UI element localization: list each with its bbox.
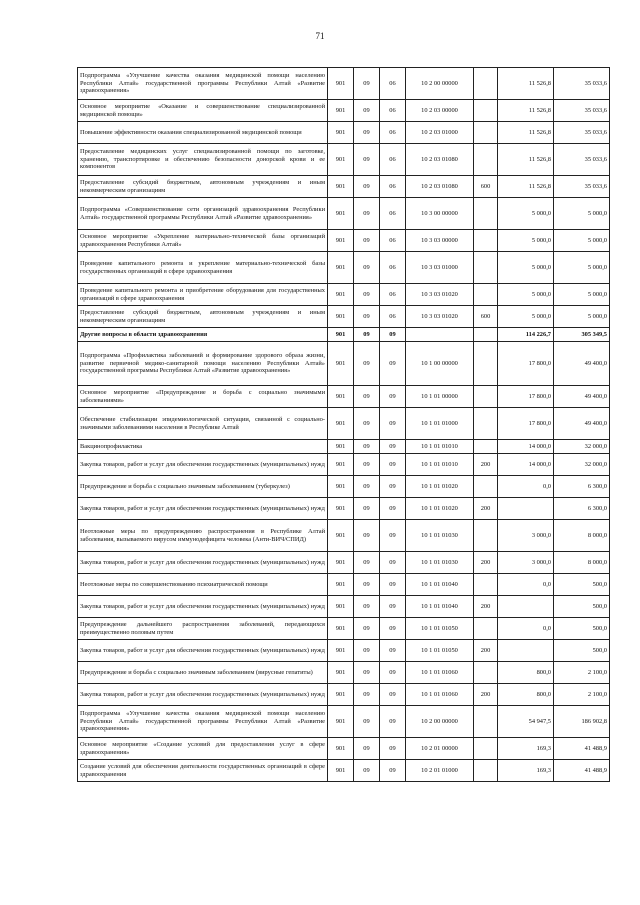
row-section-code: 09	[354, 684, 380, 706]
row-name: Основное мероприятие «Укрепление материально-технической базы организаций здравоохранения Республики Алтай»	[78, 230, 328, 252]
row-ministry-code: 901	[328, 306, 354, 328]
row-amount-2: 35 033,6	[554, 122, 610, 144]
table-row	[78, 284, 610, 306]
row-ministry-code: 901	[328, 68, 354, 100]
row-name: Закупка товаров, работ и услуг для обеспечения государственных (муниципальных) нужд	[78, 596, 328, 618]
row-subsection-code: 09	[380, 618, 406, 640]
row-subsection-code: 09	[380, 328, 406, 342]
table-row	[78, 144, 610, 176]
row-amount-2: 41 488,9	[554, 760, 610, 782]
row-section-code: 09	[354, 498, 380, 520]
row-ministry-code: 901	[328, 454, 354, 476]
row-name: Предоставление субсидий бюджетным, автономным учреждениям и иным некоммерческим организациям	[78, 176, 328, 198]
row-name: Основное мероприятие «Оказание и совершенствование специализированной медицинской помощи»	[78, 100, 328, 122]
table-row	[78, 662, 610, 684]
row-amount-2: 500,0	[554, 618, 610, 640]
row-target-article: 10 1 01 01020	[406, 498, 474, 520]
row-section-code: 09	[354, 342, 380, 386]
row-amount-2: 49 400,0	[554, 342, 610, 386]
row-ministry-code: 901	[328, 440, 354, 454]
row-amount-1: 5 000,0	[498, 284, 554, 306]
row-section-code: 09	[354, 574, 380, 596]
row-amount-2: 32 000,0	[554, 454, 610, 476]
row-section-code: 09	[354, 618, 380, 640]
row-section-code: 09	[354, 328, 380, 342]
row-amount-2: 2 100,0	[554, 684, 610, 706]
table-row	[78, 176, 610, 198]
row-section-code: 09	[354, 476, 380, 498]
table-row	[78, 476, 610, 498]
row-name: Подпрограмма «Улучшение качества оказания медицинской помощи населению Республики Алтай» государственной программы Республики Алтай «Развитие здравоохранения»	[78, 706, 328, 738]
row-target-article: 10 1 01 01020	[406, 476, 474, 498]
row-name: Предупреждение дальнейшего распространения заболеваний, передающихся преимущественно половым путем	[78, 618, 328, 640]
row-expense-type	[474, 618, 498, 640]
row-amount-2: 6 300,0	[554, 498, 610, 520]
row-section-code: 09	[354, 440, 380, 454]
row-expense-type	[474, 520, 498, 552]
row-target-article: 10 2 00 00000	[406, 68, 474, 100]
row-amount-2: 35 033,6	[554, 100, 610, 122]
row-amount-2: 8 000,0	[554, 520, 610, 552]
row-subsection-code: 09	[380, 454, 406, 476]
row-amount-1: 5 000,0	[498, 230, 554, 252]
row-amount-1: 17 800,0	[498, 386, 554, 408]
budget-table	[77, 67, 610, 782]
row-expense-type	[474, 760, 498, 782]
table-row	[78, 328, 610, 342]
table-row	[78, 252, 610, 284]
row-expense-type: 200	[474, 498, 498, 520]
row-amount-2: 5 000,0	[554, 252, 610, 284]
row-ministry-code: 901	[328, 230, 354, 252]
row-ministry-code: 901	[328, 662, 354, 684]
row-ministry-code: 901	[328, 596, 354, 618]
row-target-article: 10 2 03 01000	[406, 122, 474, 144]
row-amount-1: 11 526,8	[498, 144, 554, 176]
row-expense-type: 200	[474, 640, 498, 662]
row-name: Неотложные меры по предупреждению распространения в Республике Алтай заболевания, вызываемого вирусом иммунодефицита человека (Анти-ВИЧ/СПИД)	[78, 520, 328, 552]
row-target-article: 10 2 03 00000	[406, 100, 474, 122]
row-ministry-code: 901	[328, 342, 354, 386]
row-subsection-code: 09	[380, 706, 406, 738]
row-target-article: 10 1 01 01060	[406, 662, 474, 684]
row-amount-1: 5 000,0	[498, 198, 554, 230]
row-section-code: 09	[354, 662, 380, 684]
row-subsection-code: 09	[380, 440, 406, 454]
row-name: Неотложные меры по совершенствованию психиатрической помощи	[78, 574, 328, 596]
table-row	[78, 738, 610, 760]
row-amount-2: 305 349,5	[554, 328, 610, 342]
row-subsection-code: 09	[380, 684, 406, 706]
row-target-article: 10 3 03 01020	[406, 306, 474, 328]
row-subsection-code: 06	[380, 100, 406, 122]
row-section-code: 09	[354, 760, 380, 782]
row-ministry-code: 901	[328, 520, 354, 552]
row-section-code: 09	[354, 408, 380, 440]
row-expense-type: 200	[474, 684, 498, 706]
row-amount-2: 5 000,0	[554, 230, 610, 252]
row-target-article: 10 2 01 00000	[406, 738, 474, 760]
table-row	[78, 552, 610, 574]
row-amount-1: 5 000,0	[498, 252, 554, 284]
row-target-article: 10 1 01 01010	[406, 454, 474, 476]
row-name: Предупреждение и борьба с социально значимым заболеванием (вирусные гепатиты)	[78, 662, 328, 684]
table-row	[78, 596, 610, 618]
row-section-code: 09	[354, 198, 380, 230]
table-row	[78, 440, 610, 454]
row-target-article: 10 2 03 01080	[406, 144, 474, 176]
row-subsection-code: 09	[380, 760, 406, 782]
table-row	[78, 454, 610, 476]
row-ministry-code: 901	[328, 552, 354, 574]
row-amount-1	[498, 596, 554, 618]
row-ministry-code: 901	[328, 284, 354, 306]
row-target-article: 10 1 01 00000	[406, 386, 474, 408]
row-name: Закупка товаров, работ и услуг для обеспечения государственных (муниципальных) нужд	[78, 640, 328, 662]
row-amount-2: 2 100,0	[554, 662, 610, 684]
row-ministry-code: 901	[328, 684, 354, 706]
row-amount-2: 5 000,0	[554, 198, 610, 230]
row-name: Другие вопросы в области здравоохранения	[78, 328, 328, 342]
row-expense-type	[474, 328, 498, 342]
table-row	[78, 122, 610, 144]
row-ministry-code: 901	[328, 618, 354, 640]
row-ministry-code: 901	[328, 706, 354, 738]
row-target-article: 10 1 01 01030	[406, 552, 474, 574]
row-subsection-code: 06	[380, 122, 406, 144]
row-amount-2: 8 000,0	[554, 552, 610, 574]
row-subsection-code: 09	[380, 596, 406, 618]
table-row	[78, 640, 610, 662]
row-subsection-code: 06	[380, 68, 406, 100]
row-name: Обеспечение стабилизации эпидемиологической ситуации, связанной с социально-значимыми заболеваниями населения в Республике Алтай	[78, 408, 328, 440]
table-row	[78, 618, 610, 640]
row-section-code: 09	[354, 596, 380, 618]
row-name: Подпрограмма «Профилактика заболеваний и формирование здорового образа жизни, развитие первичной медико-санитарной помощи населению Республики Алтай» государственной программы Республики Алтай «Развитие здравоохранения»	[78, 342, 328, 386]
table-row	[78, 408, 610, 440]
row-ministry-code: 901	[328, 738, 354, 760]
row-subsection-code: 09	[380, 520, 406, 552]
row-name: Вакцинопрофилактика	[78, 440, 328, 454]
row-target-article: 10 1 01 01050	[406, 618, 474, 640]
row-amount-2: 49 400,0	[554, 386, 610, 408]
row-ministry-code: 901	[328, 176, 354, 198]
row-amount-1: 114 226,7	[498, 328, 554, 342]
row-section-code: 09	[354, 284, 380, 306]
row-amount-1: 17 800,0	[498, 342, 554, 386]
row-name: Предоставление субсидий бюджетным, автономным учреждениям и иным некоммерческим организациям	[78, 306, 328, 328]
row-target-article: 10 2 01 01000	[406, 760, 474, 782]
row-subsection-code: 09	[380, 662, 406, 684]
row-ministry-code: 901	[328, 574, 354, 596]
row-name: Основное мероприятие «Создание условий для предоставления услуг в сфере здравоохранения»	[78, 738, 328, 760]
row-section-code: 09	[354, 306, 380, 328]
row-amount-2: 49 400,0	[554, 408, 610, 440]
row-subsection-code: 09	[380, 342, 406, 386]
row-amount-1: 54 947,5	[498, 706, 554, 738]
row-amount-2: 500,0	[554, 640, 610, 662]
row-name: Создание условий для обеспечения деятельности государственных организаций в сфере здравоохранения	[78, 760, 328, 782]
table-row	[78, 386, 610, 408]
row-amount-1: 169,3	[498, 760, 554, 782]
row-subsection-code: 09	[380, 476, 406, 498]
row-target-article: 10 2 00 00000	[406, 706, 474, 738]
row-subsection-code: 06	[380, 198, 406, 230]
row-amount-2: 500,0	[554, 596, 610, 618]
table-row	[78, 498, 610, 520]
row-amount-1: 17 800,0	[498, 408, 554, 440]
row-target-article: 10 1 01 01040	[406, 596, 474, 618]
row-amount-1: 14 000,0	[498, 454, 554, 476]
row-amount-1: 5 000,0	[498, 306, 554, 328]
row-expense-type	[474, 68, 498, 100]
row-expense-type	[474, 284, 498, 306]
row-expense-type: 200	[474, 454, 498, 476]
row-target-article: 10 3 03 01020	[406, 284, 474, 306]
table-row	[78, 342, 610, 386]
row-subsection-code: 06	[380, 176, 406, 198]
row-amount-1: 169,3	[498, 738, 554, 760]
row-amount-2: 35 033,6	[554, 144, 610, 176]
row-section-code: 09	[354, 386, 380, 408]
row-subsection-code: 09	[380, 552, 406, 574]
row-ministry-code: 901	[328, 476, 354, 498]
row-name: Подпрограмма «Улучшение качества оказания медицинской помощи населению Республики Алтай» государственной программы Республики Алтай «Развитие здравоохранения»	[78, 68, 328, 100]
row-section-code: 09	[354, 230, 380, 252]
row-section-code: 09	[354, 68, 380, 100]
row-amount-2: 41 488,9	[554, 738, 610, 760]
row-target-article	[406, 328, 474, 342]
row-section-code: 09	[354, 176, 380, 198]
row-expense-type: 200	[474, 552, 498, 574]
row-amount-2: 186 902,8	[554, 706, 610, 738]
row-expense-type	[474, 122, 498, 144]
row-ministry-code: 901	[328, 328, 354, 342]
row-amount-2: 35 033,6	[554, 176, 610, 198]
row-amount-2: 35 033,6	[554, 68, 610, 100]
row-amount-1	[498, 498, 554, 520]
row-target-article: 10 1 01 01000	[406, 408, 474, 440]
row-target-article: 10 2 03 01080	[406, 176, 474, 198]
row-ministry-code: 901	[328, 640, 354, 662]
row-ministry-code: 901	[328, 408, 354, 440]
table-row	[78, 684, 610, 706]
row-name: Проведение капитального ремонта и укрепление материально-технической базы государственных организаций в сфере здравоохранения	[78, 252, 328, 284]
row-amount-1: 800,0	[498, 662, 554, 684]
row-expense-type	[474, 408, 498, 440]
table-row	[78, 198, 610, 230]
row-subsection-code: 06	[380, 284, 406, 306]
row-amount-1: 0,0	[498, 476, 554, 498]
table-row	[78, 706, 610, 738]
row-expense-type	[474, 198, 498, 230]
row-amount-1: 11 526,8	[498, 100, 554, 122]
row-subsection-code: 06	[380, 252, 406, 284]
row-section-code: 09	[354, 738, 380, 760]
row-amount-2: 6 300,0	[554, 476, 610, 498]
row-amount-1: 3 000,0	[498, 520, 554, 552]
row-subsection-code: 09	[380, 386, 406, 408]
row-target-article: 10 1 01 01050	[406, 640, 474, 662]
row-ministry-code: 901	[328, 252, 354, 284]
row-amount-1: 11 526,8	[498, 122, 554, 144]
row-section-code: 09	[354, 122, 380, 144]
row-subsection-code: 09	[380, 738, 406, 760]
table-row	[78, 306, 610, 328]
row-amount-1: 0,0	[498, 574, 554, 596]
row-section-code: 09	[354, 252, 380, 284]
row-subsection-code: 06	[380, 306, 406, 328]
row-amount-1: 800,0	[498, 684, 554, 706]
row-expense-type: 600	[474, 306, 498, 328]
row-target-article: 10 1 00 00000	[406, 342, 474, 386]
row-expense-type	[474, 662, 498, 684]
row-section-code: 09	[354, 100, 380, 122]
row-amount-2: 500,0	[554, 574, 610, 596]
row-name: Закупка товаров, работ и услуг для обеспечения государственных (муниципальных) нужд	[78, 684, 328, 706]
row-expense-type	[474, 100, 498, 122]
row-subsection-code: 09	[380, 640, 406, 662]
row-target-article: 10 1 01 01060	[406, 684, 474, 706]
row-subsection-code: 09	[380, 408, 406, 440]
row-target-article: 10 1 01 01040	[406, 574, 474, 596]
row-section-code: 09	[354, 552, 380, 574]
row-ministry-code: 901	[328, 386, 354, 408]
row-target-article: 10 3 00 00000	[406, 198, 474, 230]
row-section-code: 09	[354, 520, 380, 552]
row-expense-type	[474, 738, 498, 760]
row-target-article: 10 3 03 00000	[406, 230, 474, 252]
row-expense-type	[474, 342, 498, 386]
row-expense-type	[474, 252, 498, 284]
row-target-article: 10 1 01 01010	[406, 440, 474, 454]
row-ministry-code: 901	[328, 100, 354, 122]
row-section-code: 09	[354, 144, 380, 176]
row-expense-type	[474, 476, 498, 498]
row-amount-1: 0,0	[498, 618, 554, 640]
row-expense-type	[474, 230, 498, 252]
row-amount-1: 11 526,8	[498, 68, 554, 100]
row-expense-type	[474, 144, 498, 176]
row-amount-1: 14 000,0	[498, 440, 554, 454]
table-row	[78, 100, 610, 122]
row-name: Предоставление медицинских услуг специализированной помощи по заготовке, хранению, транспортировке и обеспечению безопасности донорской крови и ее компонентов	[78, 144, 328, 176]
row-expense-type	[474, 386, 498, 408]
row-subsection-code: 09	[380, 498, 406, 520]
row-name: Закупка товаров, работ и услуг для обеспечения государственных (муниципальных) нужд	[78, 454, 328, 476]
row-amount-2: 5 000,0	[554, 284, 610, 306]
row-name: Предупреждение и борьба с социально значимым заболеванием (туберкулез)	[78, 476, 328, 498]
row-amount-2: 32 000,0	[554, 440, 610, 454]
row-ministry-code: 901	[328, 122, 354, 144]
row-expense-type: 200	[474, 596, 498, 618]
page-number: 71	[315, 31, 325, 41]
row-ministry-code: 901	[328, 198, 354, 230]
table-row	[78, 230, 610, 252]
row-subsection-code: 06	[380, 144, 406, 176]
table-row	[78, 520, 610, 552]
row-target-article: 10 1 01 01030	[406, 520, 474, 552]
row-target-article: 10 3 03 01000	[406, 252, 474, 284]
row-name: Подпрограмма «Совершенствование сети организаций здравоохранения Республики Алтай» государственной программы Республики Алтай «Развитие здравоохранения»	[78, 198, 328, 230]
row-section-code: 09	[354, 454, 380, 476]
row-amount-1: 11 526,8	[498, 176, 554, 198]
row-name: Закупка товаров, работ и услуг для обеспечения государственных (муниципальных) нужд	[78, 498, 328, 520]
row-ministry-code: 901	[328, 498, 354, 520]
table-row	[78, 574, 610, 596]
row-name: Закупка товаров, работ и услуг для обеспечения государственных (муниципальных) нужд	[78, 552, 328, 574]
row-expense-type: 600	[474, 176, 498, 198]
row-amount-2: 5 000,0	[554, 306, 610, 328]
table-row	[78, 68, 610, 100]
row-section-code: 09	[354, 640, 380, 662]
row-expense-type	[474, 706, 498, 738]
row-name: Проведение капитального ремонта и приобретение оборудования для государственных организаций в сфере здравоохранения	[78, 284, 328, 306]
row-amount-1	[498, 640, 554, 662]
row-subsection-code: 09	[380, 574, 406, 596]
row-expense-type	[474, 440, 498, 454]
row-ministry-code: 901	[328, 760, 354, 782]
row-subsection-code: 06	[380, 230, 406, 252]
row-name: Повышение эффективности оказания специализированной медицинской помощи	[78, 122, 328, 144]
row-expense-type	[474, 574, 498, 596]
table-row	[78, 760, 610, 782]
row-amount-1: 3 000,0	[498, 552, 554, 574]
row-section-code: 09	[354, 706, 380, 738]
row-ministry-code: 901	[328, 144, 354, 176]
row-name: Основное мероприятие «Предупреждение и борьба с социально значимыми заболеваниями»	[78, 386, 328, 408]
